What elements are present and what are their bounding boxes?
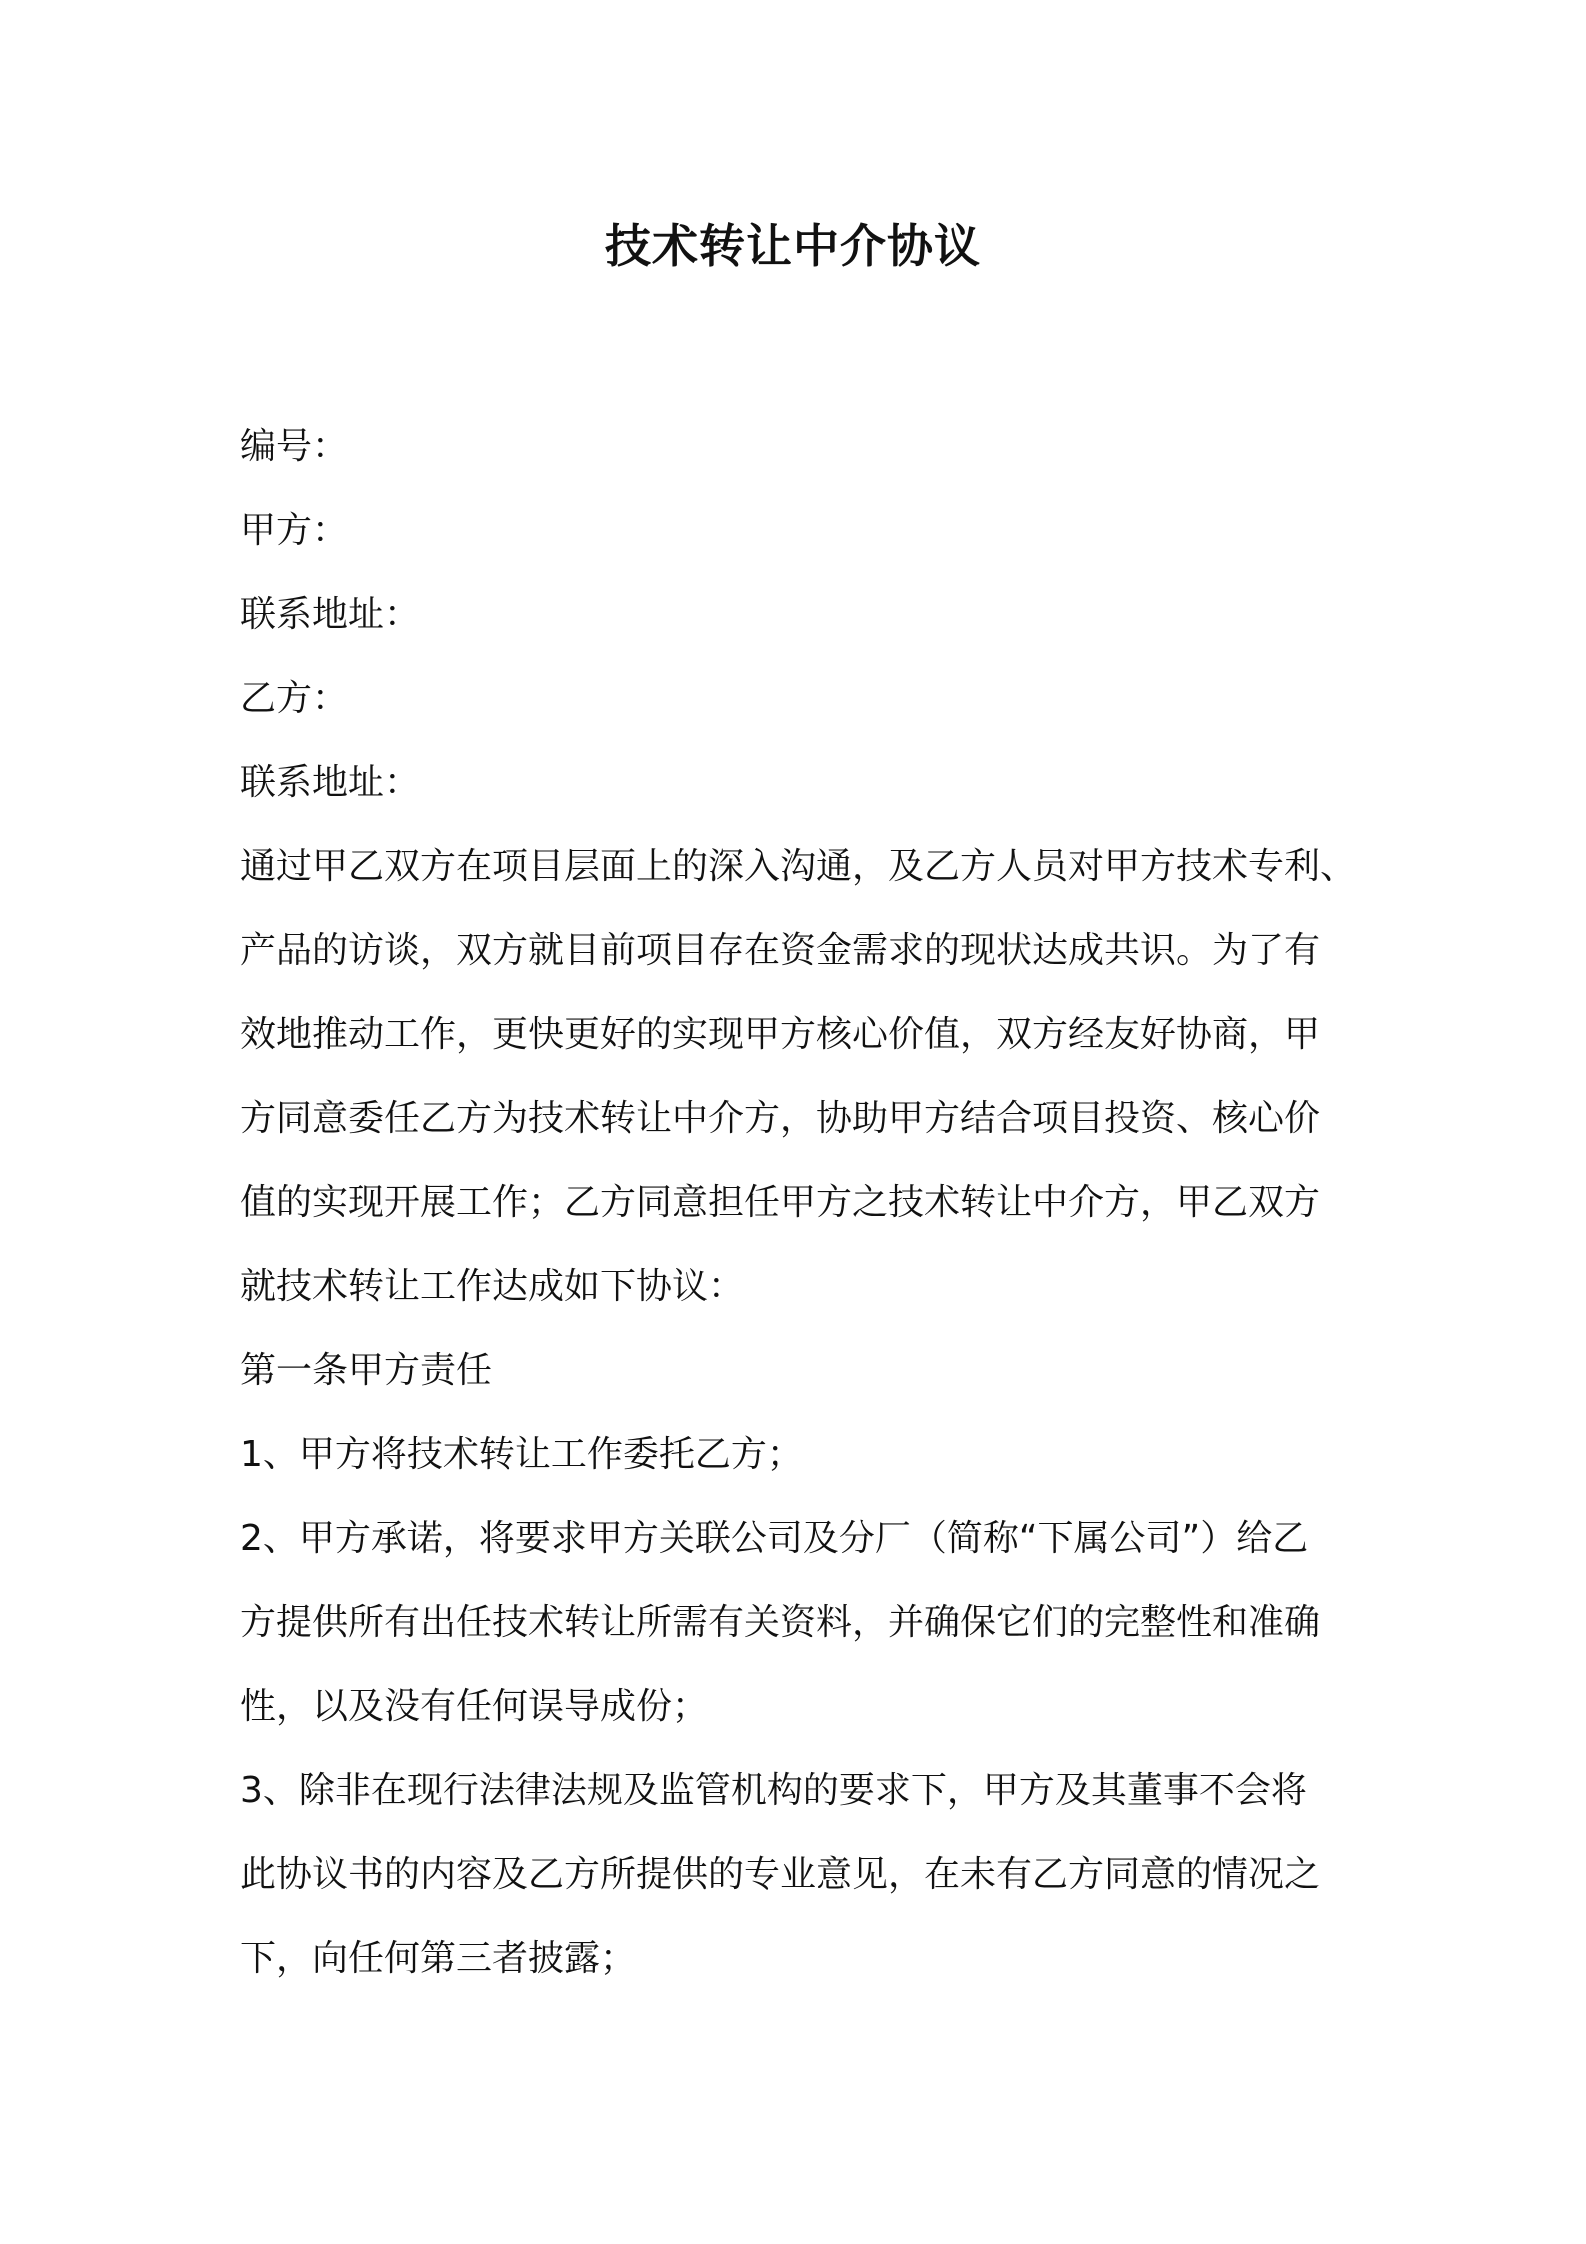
clause-line: 2、甲方承诺，将要求甲方关联公司及分厂（简称“下属公司”）给乙 [240,1518,1309,1559]
party-b-line: 乙方： [240,678,349,719]
preamble-line: 效地推动工作，更快更好的实现甲方核心价值，双方经友好协商，甲 [240,1014,1321,1055]
clause-line: 性，以及没有任何误导成份； [240,1686,709,1727]
preamble-line: 就技术转让工作达成如下协议： [240,1266,745,1307]
clause-line: 1、甲方将技术转让工作委托乙方； [240,1434,803,1475]
document-body [240,405,1360,2001]
party-a-address-line: 联系地址： [240,594,421,635]
preamble-line: 值的实现开展工作；乙方同意担任甲方之技术转让中介方，甲乙双方 [240,1182,1321,1223]
preamble-line: 方同意委任乙方为技术转让中介方，协助甲方结合项目投资、核心价 [240,1098,1321,1139]
field-number-line: 编号： [240,426,349,467]
party-a-line: 甲方： [240,510,349,551]
clause-line: 方提供所有出任技术转让所需有关资料，并确保它们的完整性和准确 [240,1602,1321,1643]
clause-line: 下，向任何第三者披露； [240,1938,637,1979]
document-title: 技术转让中介协议 [605,219,981,273]
party-b-address-line: 联系地址： [240,762,421,803]
article-heading: 第一条甲方责任 [240,1350,493,1391]
clause-line: 此协议书的内容及乙方所提供的专业意见，在未有乙方同意的情况之 [240,1854,1321,1895]
preamble-line: 产品的访谈，双方就目前项目存在资金需求的现状达成共识。为了有 [240,930,1321,971]
clause-line: 3、除非在现行法律法规及监管机构的要求下，甲方及其董事不会将 [240,1770,1307,1811]
preamble-line: 通过甲乙双方在项目层面上的深入沟通，及乙方人员对甲方技术专利、 [240,846,1357,887]
